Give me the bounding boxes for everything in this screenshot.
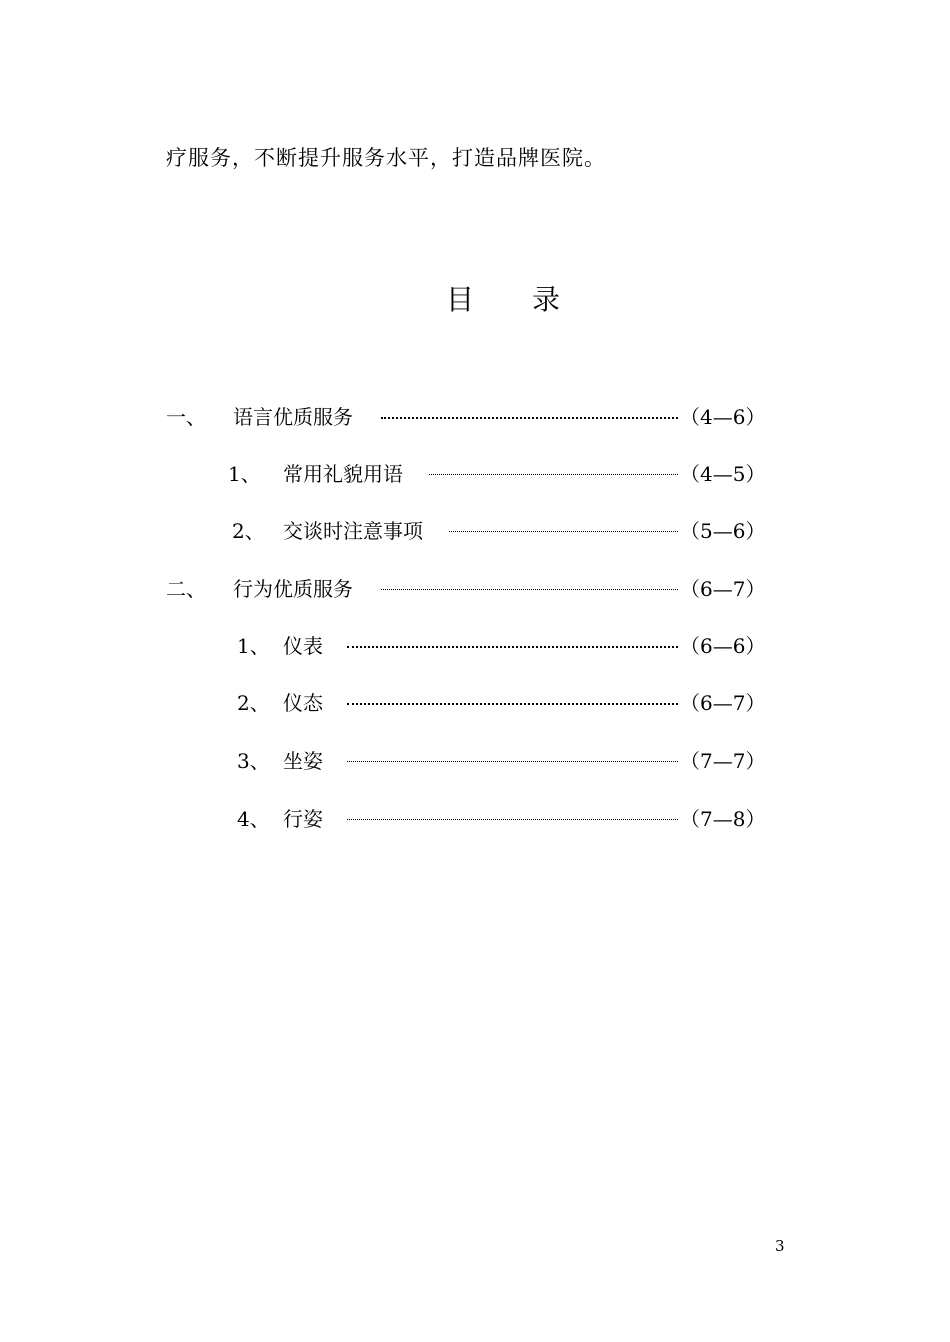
toc-entry-label: 语言优质服务	[233, 405, 353, 429]
toc-leader-dots	[449, 531, 678, 532]
toc-entry-pages: （7—8）	[680, 807, 766, 831]
toc-entry-number: 1、	[228, 462, 261, 486]
toc-entry-number: 一、	[166, 405, 206, 429]
toc-entry-number: 2、	[232, 519, 265, 543]
toc-entry-number: 4、	[237, 807, 270, 831]
toc-entry-pages: （5—6）	[680, 519, 766, 543]
toc-entry-item[interactable]	[0, 516, 950, 546]
toc-entry-pages: （6—7）	[680, 691, 766, 715]
toc-entry-label: 交谈时注意事项	[283, 519, 423, 543]
toc-leader-dots	[347, 761, 678, 762]
toc-title-char: 录	[532, 283, 561, 316]
toc-entry-pages: （6—7）	[680, 577, 766, 601]
toc-entry-section-2[interactable]	[0, 574, 950, 604]
toc-entry-section-1[interactable]	[0, 402, 950, 432]
toc-entry-label: 行姿	[283, 807, 323, 831]
toc-entry-label: 行为优质服务	[233, 577, 353, 601]
toc-entry-item[interactable]	[0, 631, 950, 661]
toc-entry-pages: （6—6）	[680, 634, 766, 658]
toc-leader-dots	[347, 703, 678, 705]
toc-leader-dots	[429, 474, 678, 475]
toc-title	[446, 278, 560, 318]
paragraph-tail: 疗服务，不断提升服务水平，打造品牌医院。	[166, 146, 606, 170]
toc-title-char: 目	[446, 283, 475, 316]
toc-entry-pages: （7—7）	[680, 749, 766, 773]
toc-entry-label: 仪态	[283, 691, 323, 715]
toc-entry-label: 坐姿	[283, 749, 323, 773]
toc-entry-item[interactable]	[0, 688, 950, 718]
toc-leader-dots	[347, 819, 678, 820]
toc-entry-number: 1、	[237, 634, 270, 658]
toc-entry-pages: （4—6）	[680, 405, 766, 429]
page-number: 3	[775, 1237, 785, 1255]
toc-entry-item[interactable]	[0, 804, 950, 834]
toc-entry-label: 仪表	[283, 634, 323, 658]
toc-leader-dots	[381, 417, 678, 419]
toc-leader-dots	[381, 589, 678, 590]
toc-entry-number: 3、	[237, 749, 270, 773]
toc-entry-number: 二、	[166, 577, 206, 601]
toc-leader-dots	[347, 646, 678, 648]
toc-entry-label: 常用礼貌用语	[283, 462, 403, 486]
toc-entry-number: 2、	[237, 691, 270, 715]
toc-entry-pages: （4—5）	[680, 462, 766, 486]
toc-entry-item[interactable]	[0, 746, 950, 776]
toc-entry-item[interactable]	[0, 459, 950, 489]
